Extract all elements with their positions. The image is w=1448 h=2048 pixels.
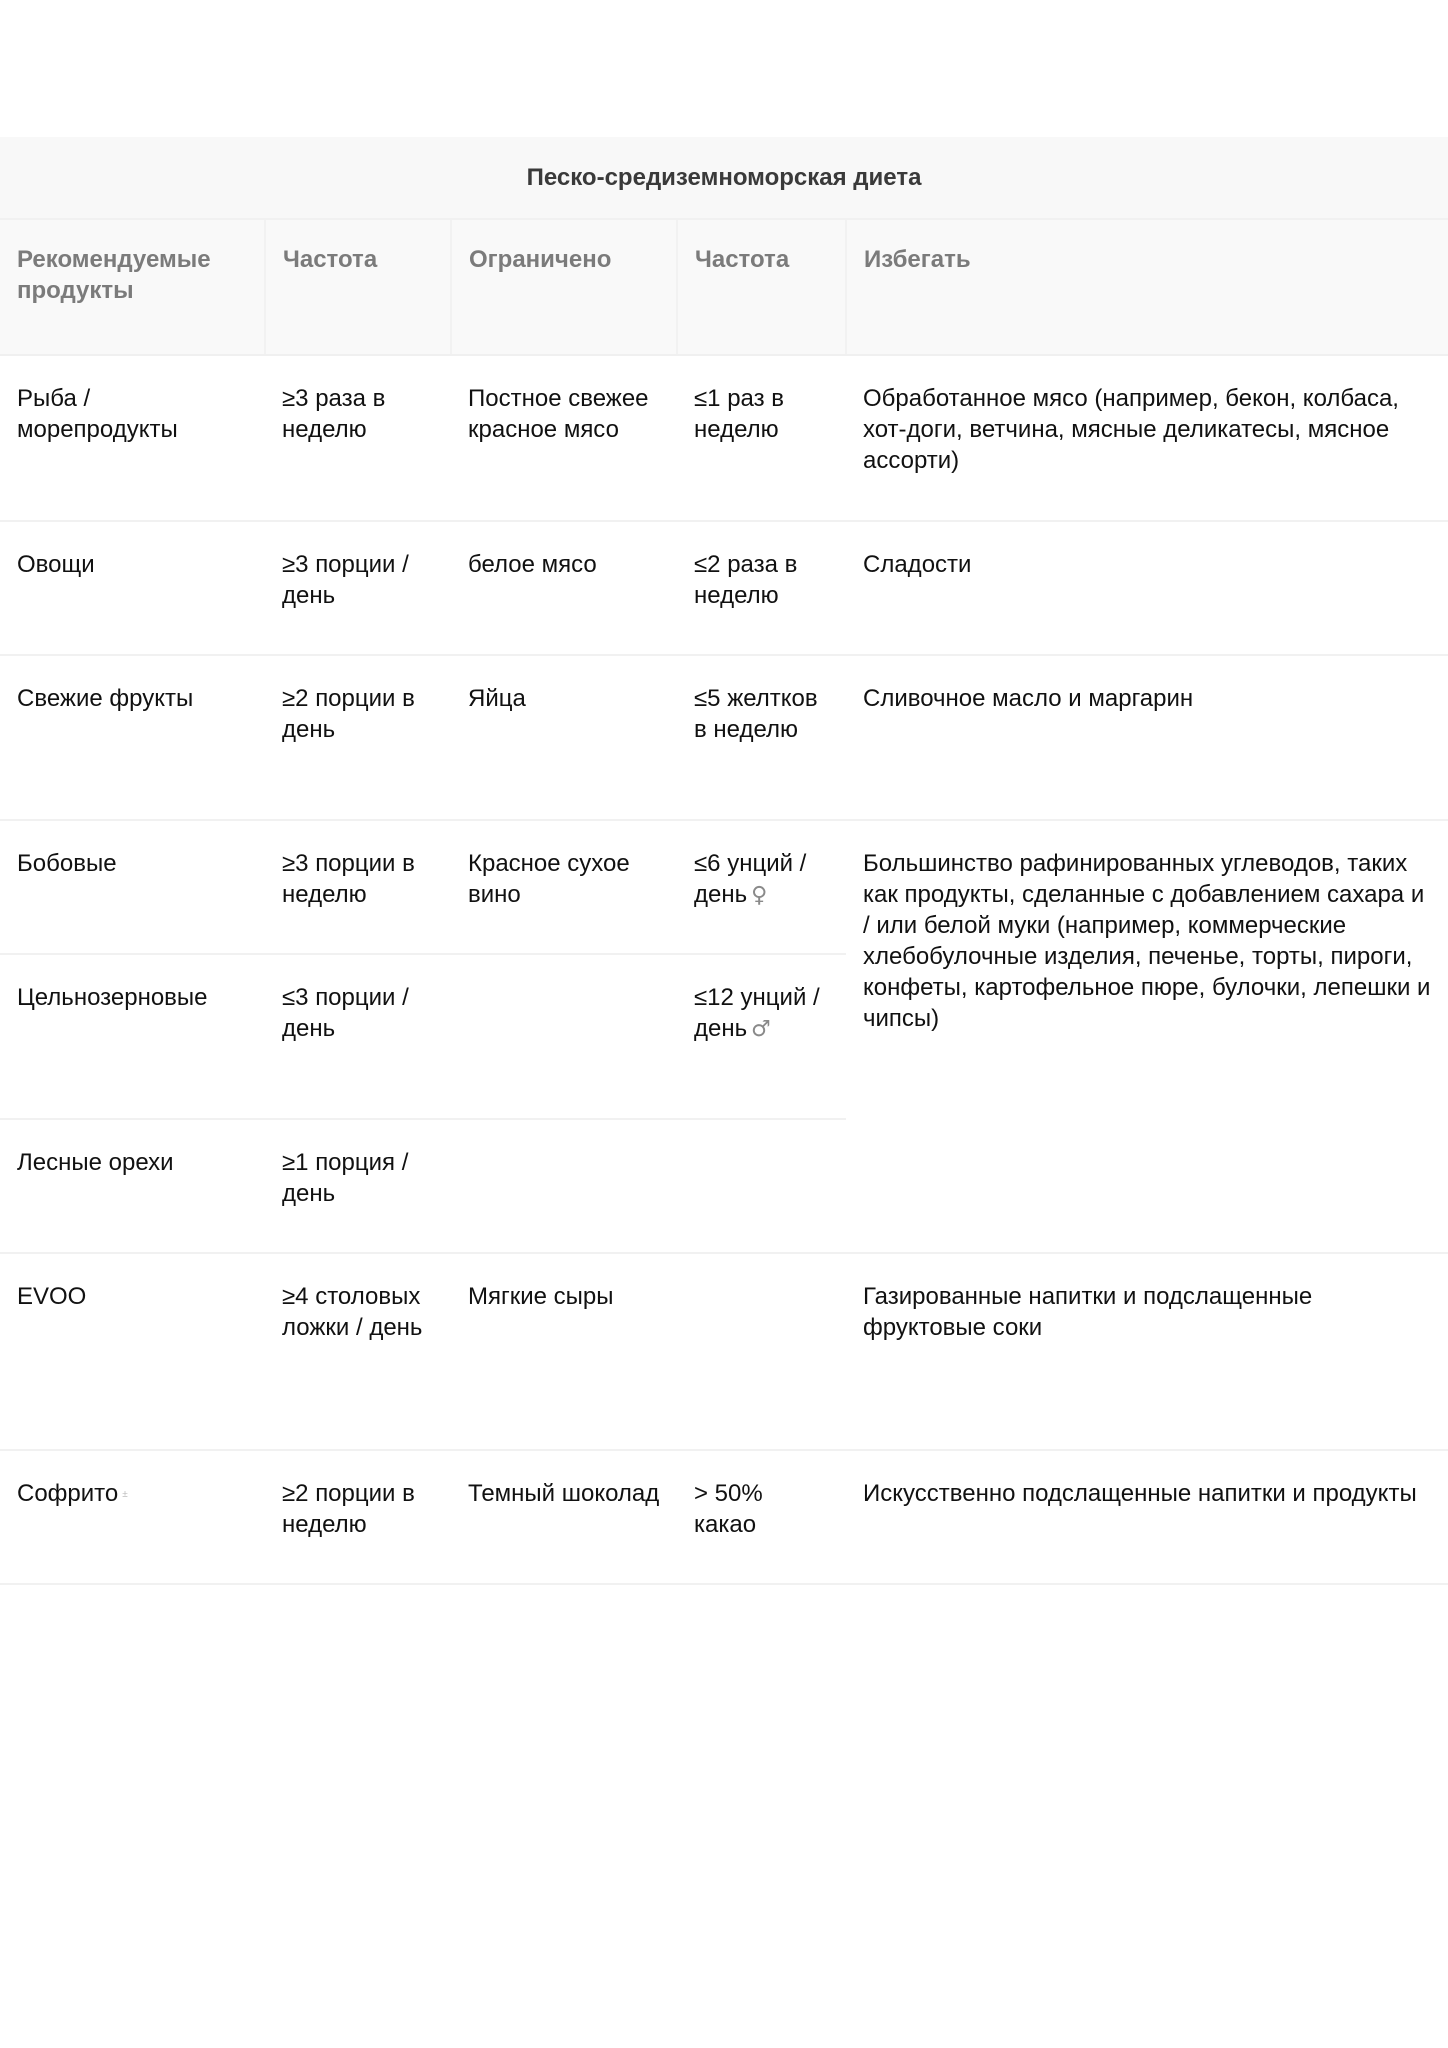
recommended-text: Софрито [17, 1480, 119, 1507]
cell-recommended-frequency: ≥3 раза в неделю [265, 355, 451, 521]
header-limited: Ограничено [451, 219, 677, 355]
cell-limited: Постное свежее красное мясо [451, 355, 677, 521]
cell-limited: Яйца [451, 655, 677, 820]
cell-limited: Красное сухое вино [451, 820, 677, 954]
table-row [0, 1450, 1448, 1584]
header-limited-frequency: Частота [677, 219, 846, 355]
cell-recommended-frequency: ≥4 столовых ложки / день [265, 1253, 451, 1450]
cell-limited-frequency [677, 1119, 846, 1253]
table-row [0, 655, 1448, 820]
table-row [0, 1253, 1448, 1450]
cell-recommended-frequency: ≥2 порции в неделю [265, 1450, 451, 1584]
table-row [0, 355, 1448, 521]
cell-recommended-frequency: ≥1 порция / день [265, 1119, 451, 1253]
limited-frequency-text: ≤6 унций / день [694, 850, 807, 908]
cell-avoid: Сладости [846, 521, 1448, 655]
cell-recommended-frequency: ≤3 порции / день [265, 954, 451, 1119]
header-avoid: Избегать [846, 219, 1448, 355]
cell-recommended: Овощи [0, 521, 265, 655]
cell-limited: белое мясо [451, 521, 677, 655]
diet-table-container [0, 137, 1448, 1585]
cell-limited [451, 954, 677, 1119]
header-recommended: Рекомендуемые продукты [0, 219, 265, 355]
cell-limited-frequency: ≤1 раз в неделю [677, 355, 846, 521]
cell-recommended [0, 1450, 265, 1584]
cell-limited-frequency: > 50% какао [677, 1450, 846, 1584]
header-row [0, 219, 1448, 355]
female-sign-icon: ♀ [751, 883, 768, 908]
cell-recommended-frequency: ≥3 порции в неделю [265, 820, 451, 954]
cell-limited: Мягкие сыры [451, 1253, 677, 1450]
cell-recommended: Рыба / морепродукты [0, 355, 265, 521]
cell-recommended-frequency: ≥2 порции в день [265, 655, 451, 820]
cell-recommended: Бобовые [0, 820, 265, 954]
cell-avoid: Сливочное масло и маргарин [846, 655, 1448, 820]
limited-frequency-text: ≤12 унций / день [694, 984, 820, 1042]
footnote-mark-icon: ± [122, 1489, 128, 1501]
diet-table [0, 137, 1448, 1585]
cell-limited-frequency [677, 954, 846, 1119]
male-sign-icon: ♂ [751, 1017, 771, 1042]
header-recommended-frequency: Частота [265, 219, 451, 355]
cell-limited: Темный шоколад [451, 1450, 677, 1584]
cell-limited-frequency [677, 820, 846, 954]
cell-recommended: Свежие фрукты [0, 655, 265, 820]
table-title: Песко-средиземноморская диета [0, 137, 1448, 219]
table-row [0, 820, 1448, 954]
cell-limited-frequency [677, 1253, 846, 1450]
cell-limited [451, 1119, 677, 1253]
title-row [0, 137, 1448, 219]
cell-avoid: Большинство рафинированных углеводов, таких как продукты, сделанные с добавлением сахара и / или белой муки (например, коммерческие хлебобулочные изделия, печенье, торты, пироги, конфеты, картофельное пюре, булочки, лепешки и чипсы) [846, 820, 1448, 1253]
cell-limited-frequency: ≤5 желтков в неделю [677, 655, 846, 820]
cell-recommended-frequency: ≥3 порции / день [265, 521, 451, 655]
cell-recommended: Лесные орехи [0, 1119, 265, 1253]
cell-recommended: EVOO [0, 1253, 265, 1450]
cell-recommended: Цельнозерновые [0, 954, 265, 1119]
table-row [0, 521, 1448, 655]
cell-avoid: Искусственно подслащенные напитки и продукты [846, 1450, 1448, 1584]
cell-avoid: Газированные напитки и подслащенные фруктовые соки [846, 1253, 1448, 1450]
cell-avoid: Обработанное мясо (например, бекон, колбаса, хот-доги, ветчина, мясные деликатесы, мясное ассорти) [846, 355, 1448, 521]
cell-limited-frequency: ≤2 раза в неделю [677, 521, 846, 655]
